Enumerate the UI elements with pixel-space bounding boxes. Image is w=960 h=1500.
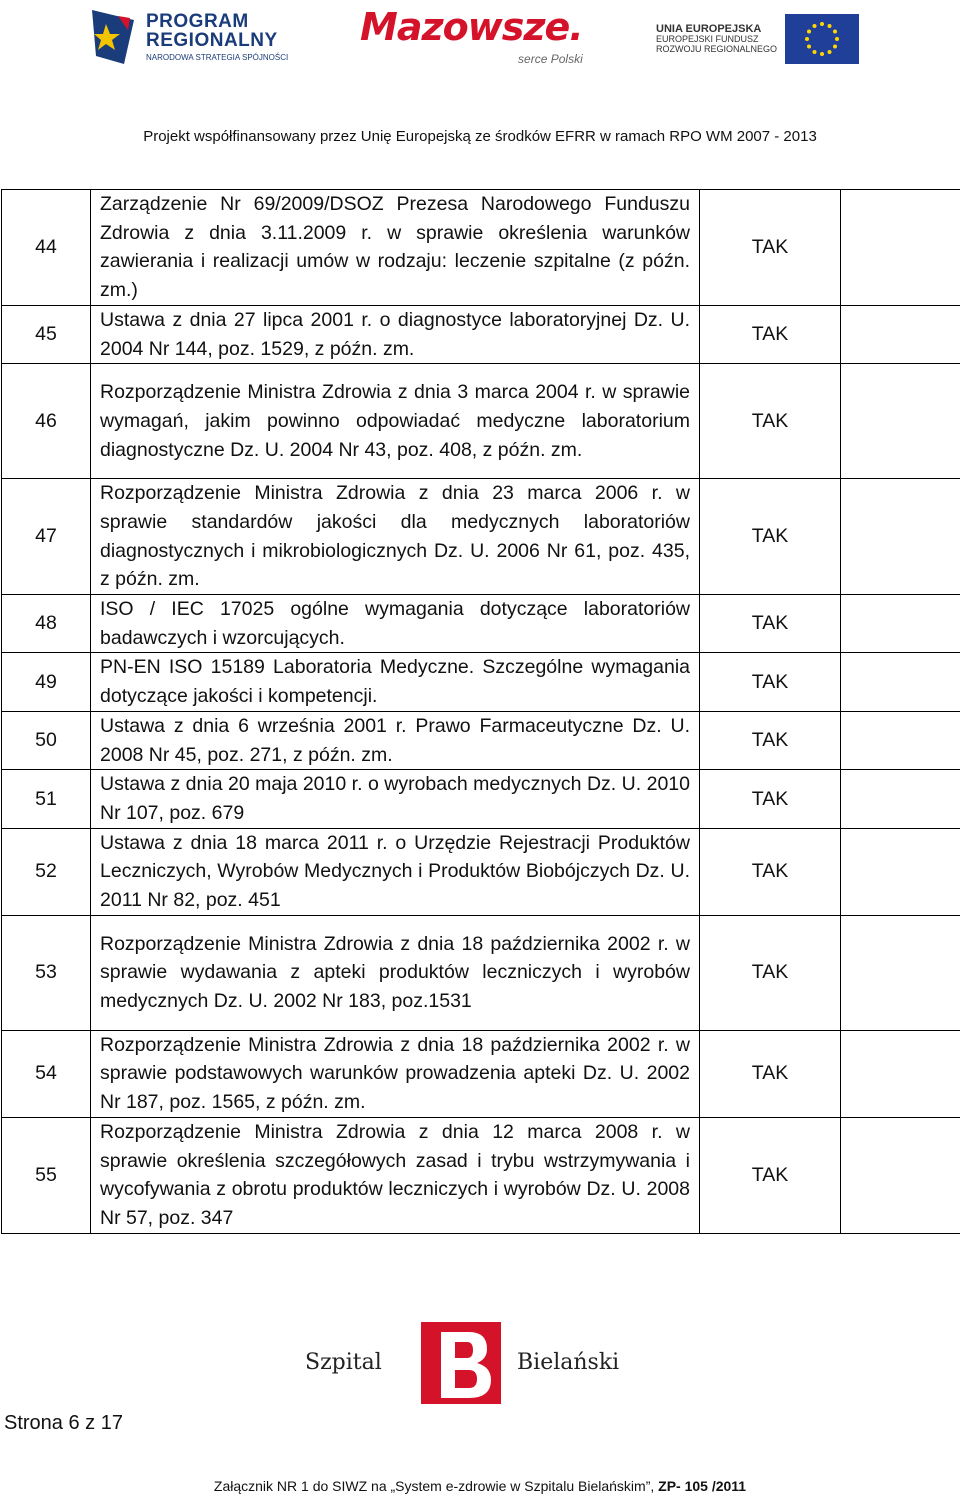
logo-word-right: Bielański — [517, 1350, 620, 1375]
footer — [0, 1478, 960, 1494]
row-status: TAK — [700, 828, 841, 915]
logo-word-left: Szpital — [305, 1350, 382, 1375]
table-row — [2, 915, 960, 1030]
row-number: 53 — [2, 915, 91, 1030]
row-status: TAK — [700, 1030, 841, 1117]
row-empty-cell — [841, 595, 960, 653]
row-description: Ustawa z dnia 18 marca 2011 r. o Urzędzie Rejestracji Produktów Leczniczych, Wyrobów Medycznych i Produktów Biobójczych Dz. U. 2011 Nr 82, poz. 451 — [91, 828, 700, 915]
row-empty-cell — [841, 305, 960, 363]
table-row — [2, 595, 960, 653]
row-number: 51 — [2, 770, 91, 828]
bielanski-b-logo-icon — [415, 1318, 505, 1406]
cofinancing-note: Projekt współfinansowany przez Unię Europejską ze środków EFRR w ramach RPO WM 2007 - 2013 — [143, 128, 817, 145]
row-description: Ustawa z dnia 20 maja 2010 r. o wyrobach medycznych Dz. U. 2010 Nr 107, poz. 679 — [91, 770, 700, 828]
row-empty-cell — [841, 1030, 960, 1117]
program-regionalny-logo — [88, 6, 288, 68]
row-description: Ustawa z dnia 6 września 2001 r. Prawo Farmaceutyczne Dz. U. 2008 Nr 45, poz. 271, z późn. zm. — [91, 711, 700, 769]
program-line1: PROGRAM — [146, 11, 249, 32]
table-row — [2, 770, 960, 828]
table-row — [2, 364, 960, 479]
row-description: Ustawa z dnia 27 lipca 2001 r. o diagnostyce laboratoryjnej Dz. U. 2004 Nr 144, poz. 1529, z późn. zm. — [91, 305, 700, 363]
row-status: TAK — [700, 653, 841, 711]
table-row — [2, 190, 960, 306]
program-line3: NARODOWA STRATEGIA SPÓJNOŚCI — [146, 53, 289, 62]
row-number: 49 — [2, 653, 91, 711]
row-description: Rozporządzenie Ministra Zdrowia z dnia 23 marca 2006 r. w sprawie standardów jakości dla medycznych laboratoriów diagnostycznych i mikrobiologicznych Dz. U. 2006 Nr 61, poz. 435, z późn. zm. — [91, 479, 700, 595]
table-row — [2, 1117, 960, 1233]
row-number: 50 — [2, 711, 91, 769]
row-status: TAK — [700, 364, 841, 479]
row-status: TAK — [700, 305, 841, 363]
table-row — [2, 479, 960, 595]
row-empty-cell — [841, 190, 960, 306]
row-status: TAK — [700, 479, 841, 595]
page-number: Strona 6 z 17 — [4, 1412, 123, 1434]
table-row — [2, 653, 960, 711]
eu-line3: ROZWOJU REGIONALNEGO — [656, 43, 778, 54]
row-description: ISO / IEC 17025 ogólne wymagania dotyczące laboratoriów badawczych i wzorcujących. — [91, 595, 700, 653]
row-status: TAK — [700, 711, 841, 769]
szpital-bielanski-logo — [305, 1318, 655, 1406]
eu-flag-icon — [785, 14, 859, 64]
row-number: 52 — [2, 828, 91, 915]
row-description: Rozporządzenie Ministra Zdrowia z dnia 18 października 2002 r. w sprawie wydawania z apteki produktów leczniczych i wyrobów medycznych Dz. U. 2002 Nr 183, poz.1531 — [91, 915, 700, 1030]
row-number: 46 — [2, 364, 91, 479]
row-empty-cell — [841, 770, 960, 828]
table-row — [2, 711, 960, 769]
row-number: 54 — [2, 1030, 91, 1117]
row-number: 45 — [2, 305, 91, 363]
row-number: 47 — [2, 479, 91, 595]
footer-text: Załącznik NR 1 do SIWZ na „System e-zdrowie w Szpitalu Bielańskim”, — [213, 1478, 655, 1494]
table-row — [2, 828, 960, 915]
footer-code: ZP- 105 /2011 — [658, 1478, 747, 1494]
eu-line1: UNIA EUROPEJSKA — [656, 22, 762, 35]
row-status: TAK — [700, 595, 841, 653]
row-empty-cell — [841, 711, 960, 769]
mazowsze-tagline: serce Polski — [518, 52, 583, 66]
row-status: TAK — [700, 190, 841, 306]
row-status: TAK — [700, 1117, 841, 1233]
row-empty-cell — [841, 364, 960, 479]
row-description: PN-EN ISO 15189 Laboratoria Medyczne. Szczególne wymagania dotyczące jakości i kompetencji. — [91, 653, 700, 711]
row-empty-cell — [841, 653, 960, 711]
row-number: 55 — [2, 1117, 91, 1233]
row-number: 48 — [2, 595, 91, 653]
row-description: Zarządzenie Nr 69/2009/DSOZ Prezesa Narodowego Funduszu Zdrowia z dnia 3.11.2009 r. w sprawie określenia warunków zawierania i realizacji umów w rodzaju: leczenie szpitalne (z późn. zm.) — [91, 190, 700, 306]
row-number: 44 — [2, 190, 91, 306]
row-status: TAK — [700, 770, 841, 828]
header-logos — [80, 0, 880, 80]
row-description: Rozporządzenie Ministra Zdrowia z dnia 18 października 2002 r. w sprawie podstawowych warunków prowadzenia apteki Dz. U. 2002 Nr 187, poz. 1565, z późn. zm. — [91, 1030, 700, 1117]
table-row — [2, 1030, 960, 1117]
program-line2: REGIONALNY — [146, 30, 278, 51]
row-empty-cell — [841, 1117, 960, 1233]
program-regionalny-star-icon — [88, 6, 138, 68]
table-row — [2, 305, 960, 363]
row-status: TAK — [700, 915, 841, 1030]
row-empty-cell — [841, 915, 960, 1030]
row-description: Rozporządzenie Ministra Zdrowia z dnia 3 marca 2004 r. w sprawie wymagań, jakim powinno odpowiadać medyczne laboratorium diagnostyczne Dz. U. 2004 Nr 43, poz. 408, z późn. zm. — [91, 364, 700, 479]
eu-logo — [656, 14, 859, 64]
mazowsze-wordmark: Mazowsze. — [360, 5, 583, 49]
row-empty-cell — [841, 828, 960, 915]
legal-acts-table — [1, 189, 960, 1234]
eu-line2: EUROPEJSKI FUNDUSZ — [656, 34, 759, 45]
mazowsze-logo — [360, 5, 583, 66]
row-empty-cell — [841, 479, 960, 595]
row-description: Rozporządzenie Ministra Zdrowia z dnia 12 marca 2008 r. w sprawie określenia szczegółowych zasad i trybu wstrzymywania i wycofywania z obrotu produktów leczniczych i wyrobów Dz. U. 2008 Nr 57, poz. 347 — [91, 1117, 700, 1233]
